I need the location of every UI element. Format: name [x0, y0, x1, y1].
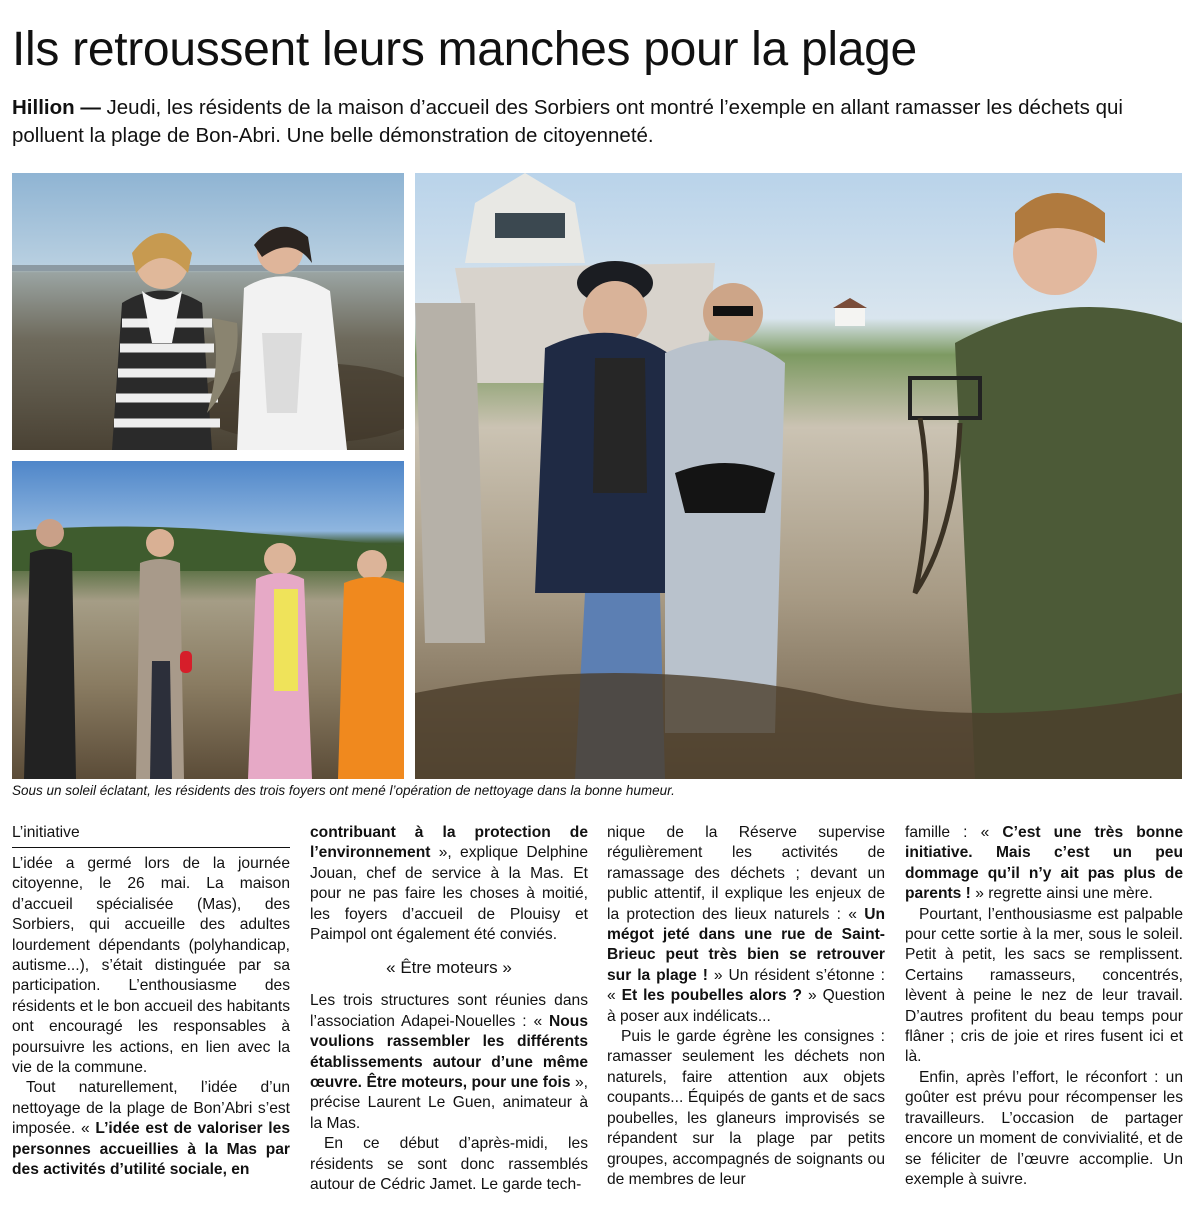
photo-group-illustration: [12, 461, 404, 779]
quote-bold: Un mégot jeté dans une rue de Saint-Brieuc peut très bien se retrouver sur la plage !: [607, 905, 885, 984]
paragraph: L’idée a germé lors de la journée citoyenne, le 26 mai. La maison d’accueil spécialisée (Mas), des Sorbiers, qui accueille des adultes lourdement dépendants (polyhandicap, autisme...), s’était distinguée par sa participation. L’enthousiasme des résidents et le bon accueil des habitants ont encouragé les responsables à poursuivre les actions, en lien avec la vie de la commune.: [12, 855, 290, 1077]
paragraph: [905, 823, 1183, 905]
paragraph: [310, 823, 588, 945]
paragraph-text: » regrette ainsi une mère.: [970, 885, 1153, 903]
photo-caption: Sous un soleil éclatant, les résidents des trois foyers ont mené l’opération de nettoyage dans la bonne humeur.: [12, 783, 675, 798]
column-1: [12, 823, 290, 1181]
lede-place: Hillion —: [12, 96, 101, 119]
paragraph-text: Tout naturellement, l’idée d’un nettoyage de la plage de Bon’Abri s’est imposée. «: [12, 1079, 290, 1138]
quote-bold: Nous voulions rassembler les différents établissements autour d’une même œuvre. Être moteurs, pour une fois: [310, 1012, 588, 1092]
headline: Ils retroussent leurs manches pour la plage: [12, 23, 917, 76]
subheading: « Être moteurs »: [386, 958, 512, 978]
quote-bold: contribuant à la protection de l’environnement: [310, 824, 588, 862]
paragraph-text: famille : «: [905, 824, 1003, 841]
paragraph: [310, 991, 588, 1134]
paragraph-text: nique de la Réserve supervise régulièrement les activités de ramassage des déchets ; devant un public attentif, il explique les enjeux de la protection des lieux naturels : «: [607, 824, 885, 923]
paragraph: Enfin, après l’effort, le réconfort : un goûter est prévu pour récompenser les travailleurs. L’occasion de partager encore un moment de convivialité, et de se féliciter de l’œuvre accomplie. Un exemple à suivre.: [905, 1068, 1183, 1188]
photo-beach-cleanup-main: [415, 173, 1182, 779]
column-4: [905, 823, 1183, 1190]
paragraph: Pourtant, l’enthousiasme est palpable pour cette sortie à la mer, sous le soleil. Petit à petit, les sacs se remplissent. Certains ramasseurs, concentrés, lèvent à peine le nez de leur travail. D’autres profitent du beau temps pour flâner ; cris de joie et rires fusent ici et là.: [905, 905, 1183, 1066]
paragraph: [607, 823, 885, 1027]
paragraph-text: », précise Laurent Le Guen, animateur à la Mas.: [310, 1074, 588, 1132]
rubric-label: L’initiative: [12, 823, 290, 848]
paragraph-text: » Question à poser aux indélicats...: [607, 987, 885, 1025]
photo-group-beach: [12, 461, 404, 779]
column-2: [310, 823, 588, 1196]
photo-main-illustration: [415, 173, 1182, 779]
photo-two-women-illustration: [12, 173, 404, 450]
paragraph-text: Les trois structures sont réunies dans l’association Adapei-Nouelles : «: [310, 992, 588, 1030]
quote-bold: L’idée est de valoriser les personnes accueillies à la Mas par des activités d’utilité sociale, en: [12, 1120, 290, 1179]
paragraph-text: », explique Delphine Jouan, chef de service à la Mas. Et pour ne pas faire les choses à moitié, les foyers d’accueil de Plouisy et Paimpol ont également été conviés.: [310, 844, 588, 944]
photo-two-women-beach: [12, 173, 404, 450]
paragraph: Puis le garde égrène les consignes : ramasser seulement les déchets non naturels, faire attention aux objets coupants... Équipés de gants et de sacs poubelles, les glaneurs improvisés se répandent sur la plage par petits groupes, accompagnés de soignants ou de membres de leur: [607, 1028, 885, 1188]
lede-text: Jeudi, les résidents de la maison d’accueil des Sorbiers ont montré l’exemple en allant ramasser les déchets qui polluent la plage de Bon-Abri. Une belle démonstration de citoyenneté.: [12, 96, 1123, 147]
quote-bold: C’est une très bonne initiative. Mais c’est un peu dommage qu’il n’y ait pas plus de parents !: [905, 824, 1183, 903]
column-3: [607, 823, 885, 1190]
paragraph-text: » Un résident s’étonne : «: [607, 966, 885, 1005]
paragraph: [12, 1078, 290, 1180]
paragraph: En ce début d’après-midi, les résidents se sont donc rassemblés autour de Cédric Jamet. Le garde tech-: [310, 1135, 588, 1194]
quote-bold: Et les poubelles alors ?: [621, 987, 803, 1005]
lede: [12, 94, 1182, 150]
